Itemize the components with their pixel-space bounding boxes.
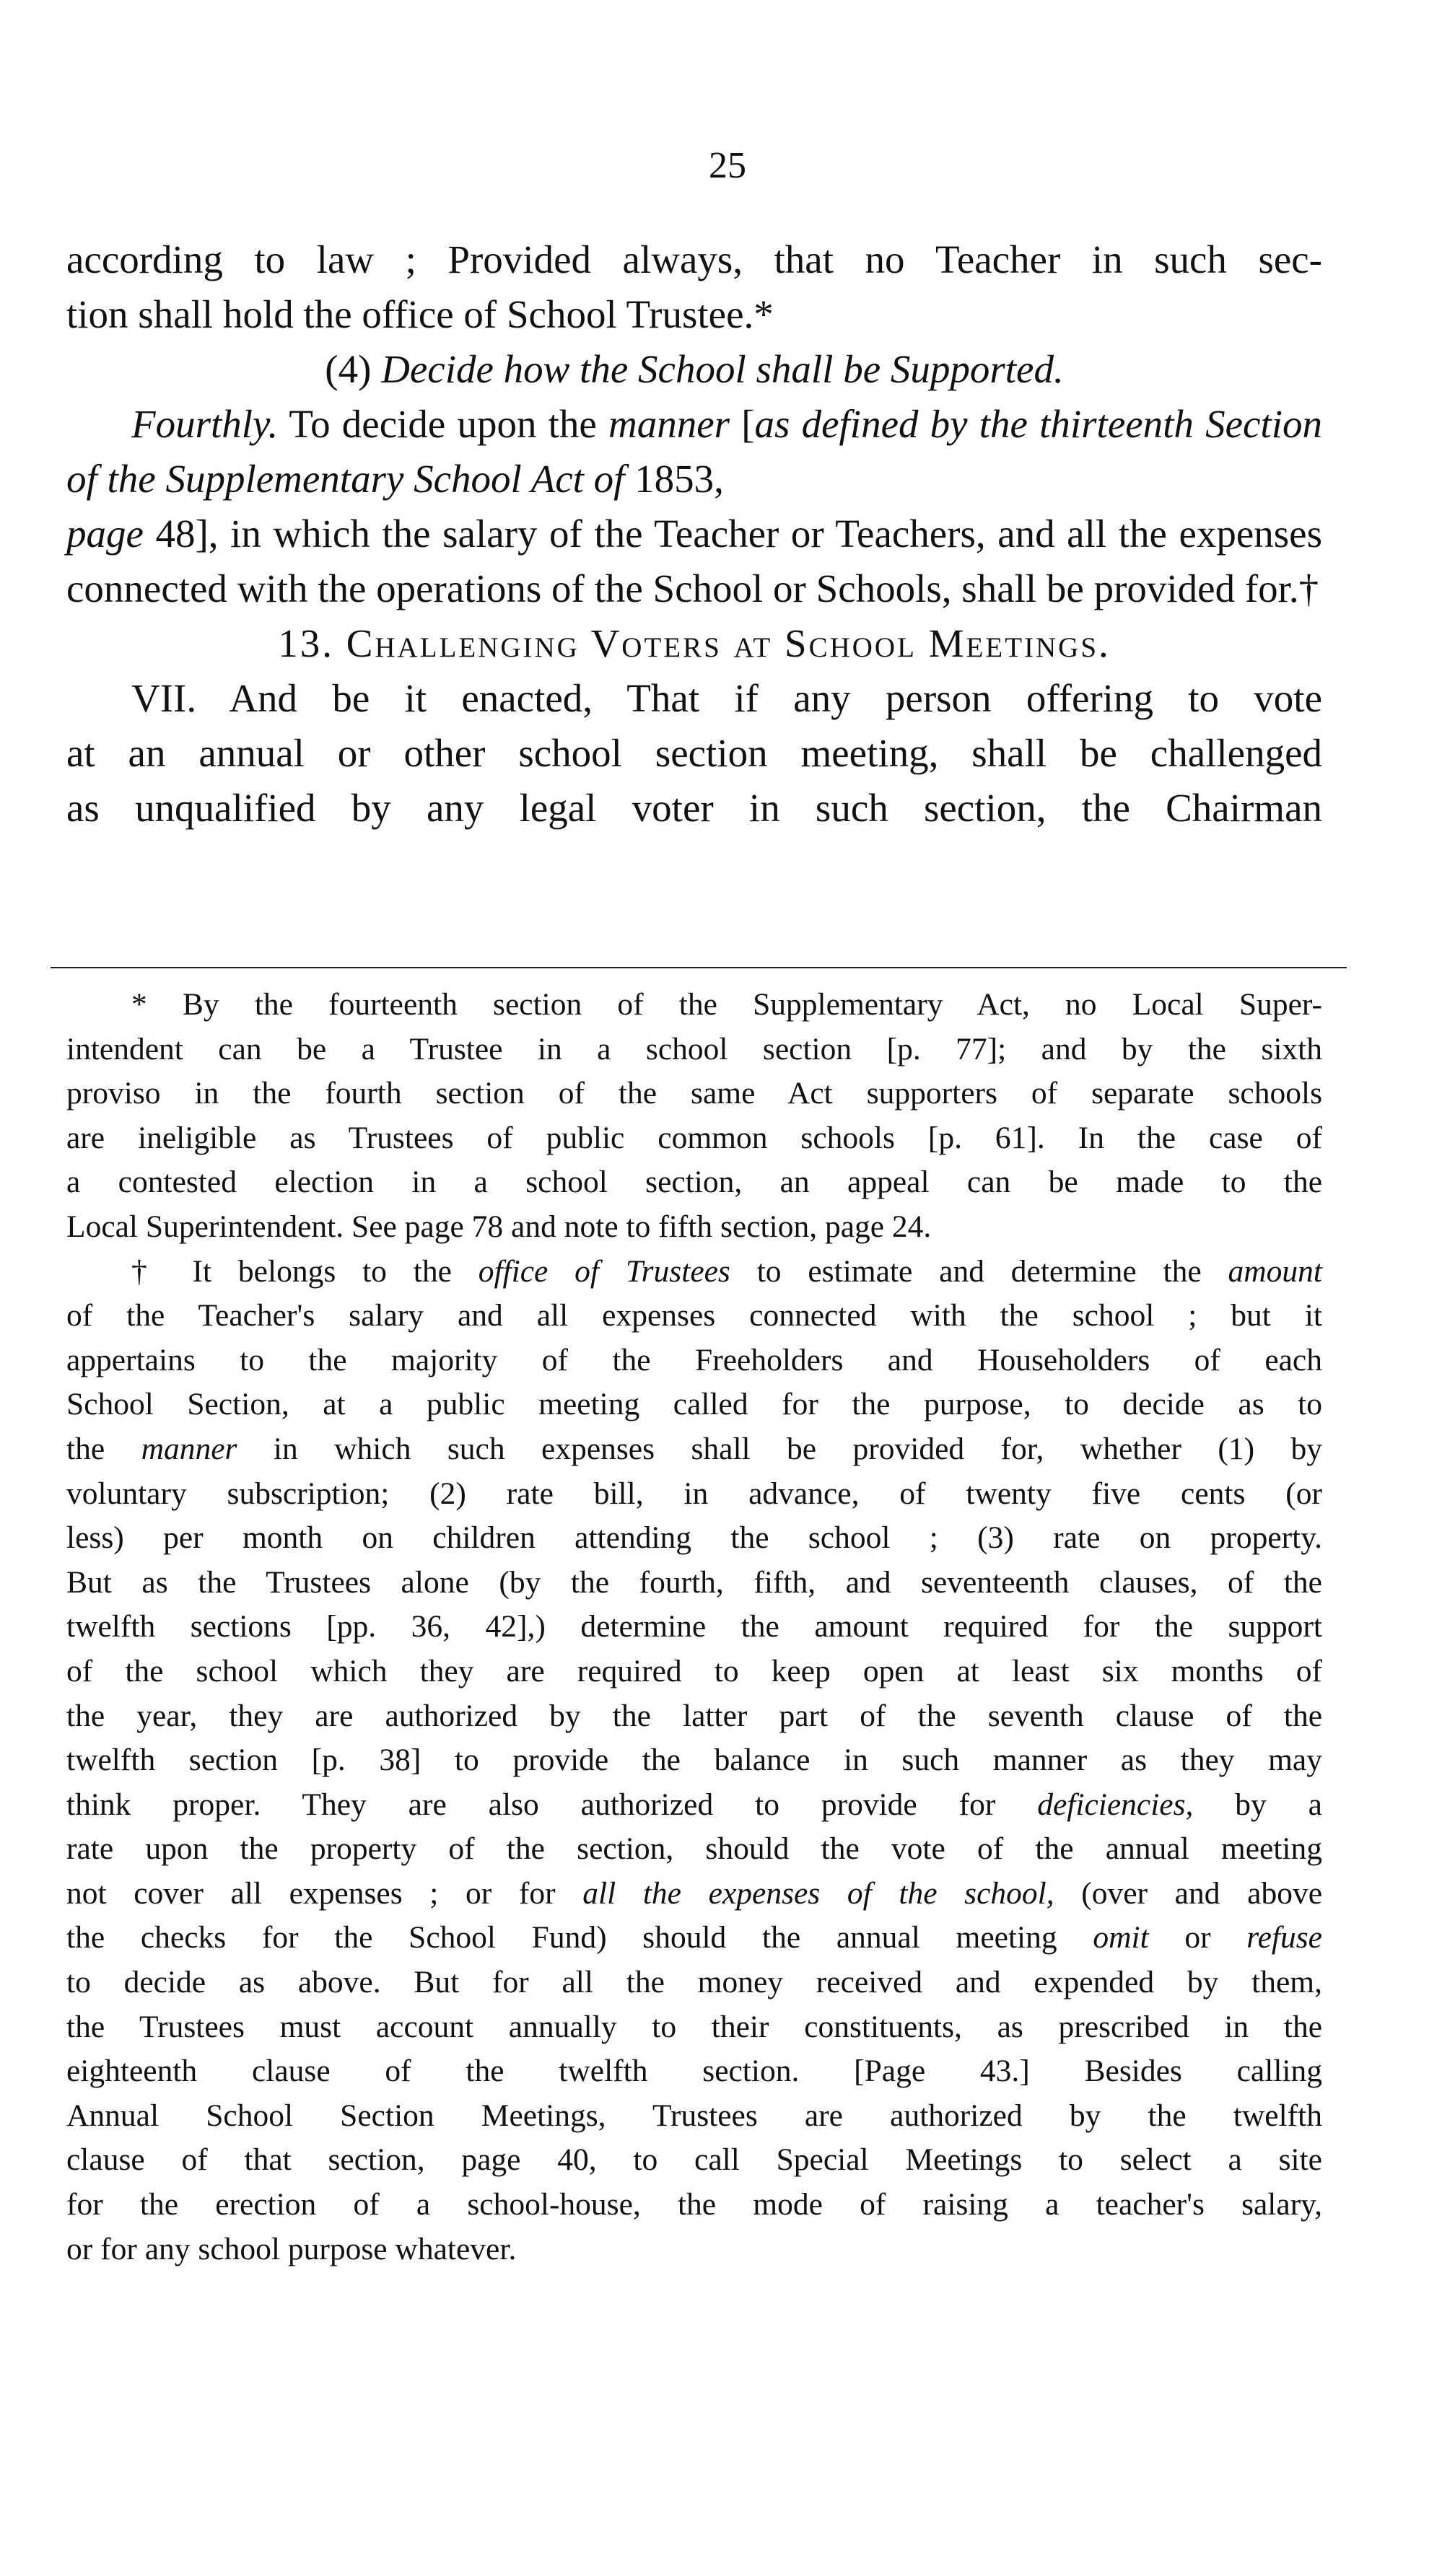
para-fourthly: Fourthly. To decide upon the manner [as defined by the thirteenth Section of the Supplementary School Act of 1853, page 48], in which the salary of the Teacher or Teachers, and all the expenses connected with the operations of the School or Schools, shall be provided for.† — [66, 402, 1322, 610]
manner-word: manner — [608, 402, 730, 446]
footnote-2-line: or for any school purpose whatever. — [66, 2231, 517, 2266]
footnote-2-line: the manner in which such expenses shall be provided for, whether (1) by — [66, 1431, 1322, 1466]
footnote-2-line: But as the Trustees alone (by the fourth, fifth, and seventeenth clauses, of the — [66, 1564, 1322, 1600]
footnote-2-line: the checks for the School Fund) should the annual meeting omit or refuse — [66, 1920, 1322, 1955]
footnote-2-line: eighteenth clause of the twelfth section. [Page 43.] Besides calling — [66, 2054, 1322, 2089]
footnote-2-line: the year, they are authorized by the latter part of the seventh clause of the — [66, 1698, 1322, 1733]
para3-line2: at an annual or other school section meeting, shall be challenged — [66, 731, 1322, 775]
footnote-2-line: of the school which they are required to keep open at least six months of — [66, 1653, 1322, 1688]
main-text — [66, 232, 1322, 836]
footnote-1-line: proviso in the fourth section of the same Act supporters of separate schools — [66, 1076, 1322, 1111]
footnote-2-line: † It belongs to the office of Trustees to estimate and determine the amount — [131, 1253, 1322, 1289]
footnote-2-line: twelfth section [p. 38] to provide the balance in such manner as they may — [66, 1743, 1322, 1778]
footnote-2-line: voluntary subscription; (2) rate bill, in advance, of twenty five cents (or — [66, 1476, 1322, 1511]
footnote-1-line: * By the fourteenth section of the Supplementary Act, no Local Super- — [131, 987, 1322, 1022]
footnote-1-line: intendent can be a Trustee in a school section [p. 77]; and by the sixth — [66, 1031, 1322, 1066]
footnote-2-line: less) per month on children attending the school ; (3) rate on property. — [66, 1520, 1322, 1556]
footnote-2-line: think proper. They are also authorized to provide for deficiencies, by a — [66, 1787, 1322, 1822]
act-reference: as defined by the thirteenth Section of the Supplementary School Act of — [66, 402, 1322, 501]
footnote-1-line: Local Superintendent. See page 78 and note to fifth section, page 24. — [66, 1209, 932, 1244]
footnote-2-line: twelfth sections [pp. 36, 42],) determine the amount required for the support — [66, 1609, 1322, 1644]
footnote-2-line: clause of that section, page 40, to call Special Meetings to select a site — [66, 2142, 1322, 2178]
footnote-2-line: School Section, at a public meeting called for the purpose, to decide as to — [66, 1387, 1322, 1422]
footnote-2-line: to decide as above. But for all the money received and expended by them, — [66, 1965, 1322, 2000]
para1-line2: tion shall hold the office of School Trustee.* — [66, 292, 774, 336]
page-number: 25 — [709, 145, 746, 186]
footnote-1-line: a contested election in a school section, an appeal can be made to the — [66, 1165, 1322, 1200]
heading-4-title: Decide how the School shall be Supported. — [381, 347, 1064, 391]
para3-line3: as unqualified by any legal voter in such section, the Chairman — [66, 786, 1322, 830]
page-label: page — [66, 512, 144, 556]
footnote-2-line: rate upon the property of the section, should the vote of the annual meeting — [66, 1831, 1322, 1867]
para3-line1: VII. And be it enacted, That if any person offering to vote — [131, 676, 1322, 720]
footnote-1-line: are ineligible as Trustees of public common schools [p. 61]. In the case of — [66, 1120, 1322, 1155]
section-heading-13: 13. Challenging Voters at School Meetings. — [278, 621, 1111, 665]
footnote-2-line: not cover all expenses ; or for all the expenses of the school, (over and above — [66, 1875, 1323, 1911]
heading-4-number: (4) — [325, 347, 372, 391]
footnotes — [66, 983, 1322, 2271]
footnote-2-line: appertains to the majority of the Freeholders and Householders of each — [66, 1342, 1322, 1377]
footnote-2-line: the Trustees must account annually to their constituents, as prescribed in the — [66, 2009, 1322, 2044]
para1-line1: according to law ; Provided always, that no Teacher in such sec- — [66, 237, 1322, 281]
footnote-2-line: of the Teacher's salary and all expenses connected with the school ; but it — [66, 1298, 1322, 1333]
fourthly-lead: Fourthly. — [131, 402, 279, 446]
footnote-2-line: Annual School Section Meetings, Trustees are authorized by the twelfth — [66, 2098, 1322, 2133]
footnote-2-line: for the erection of a school-house, the mode of raising a teacher's salary, — [66, 2187, 1322, 2222]
section-heading-4 — [66, 342, 1322, 397]
footnote-divider — [51, 967, 1347, 968]
